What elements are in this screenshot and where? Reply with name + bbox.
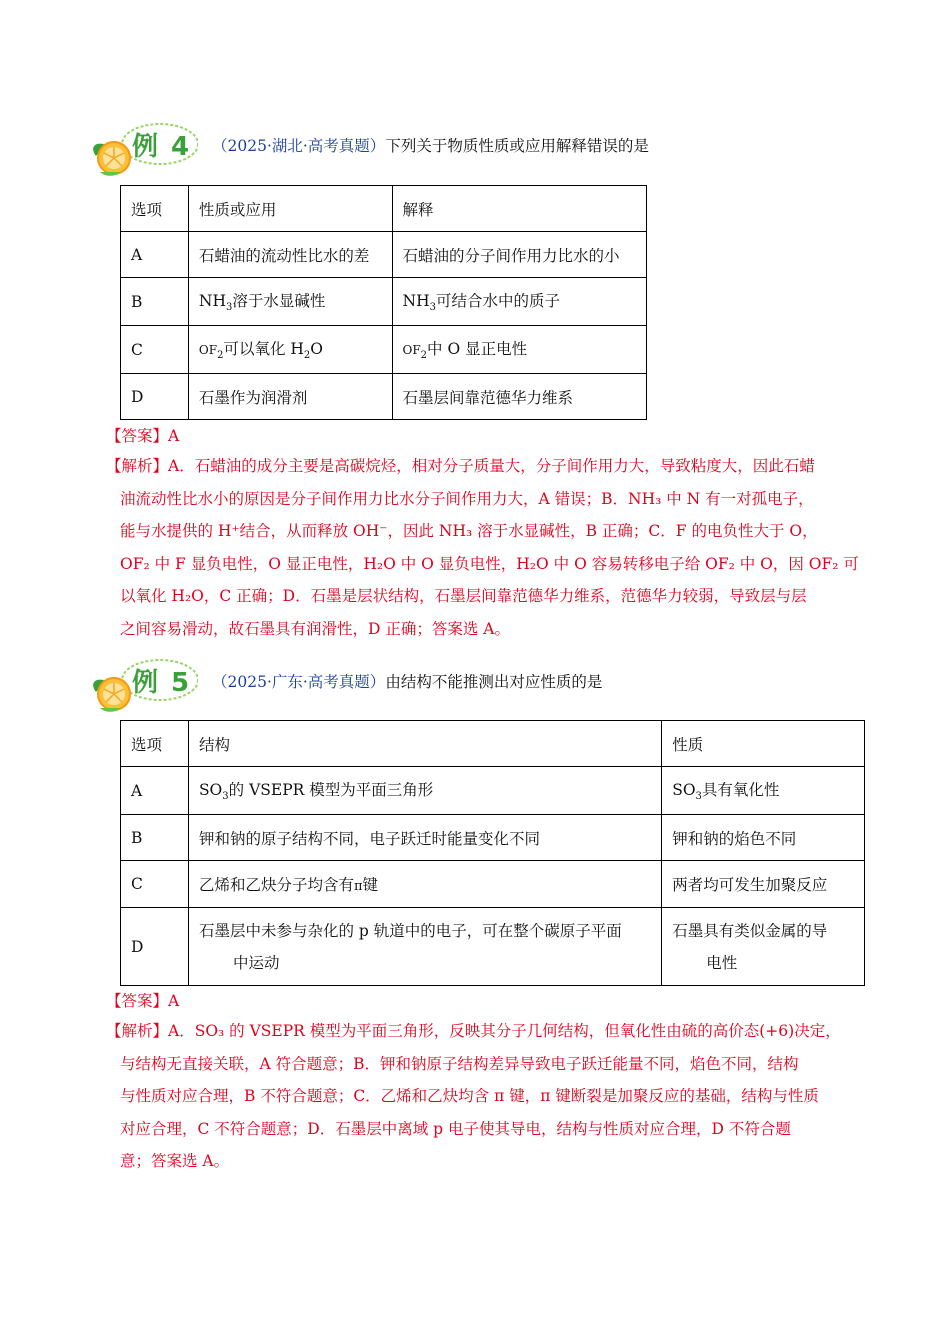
analysis-block [106, 1015, 866, 1178]
property-cell: $OF_2$可以氧化 $H_2O$ [188, 326, 392, 374]
question-text: 下列关于物质性质或应用解释错误的是 [385, 137, 649, 155]
answer-line: 【答案】A [106, 992, 180, 1010]
structure-cell: 钾和钠的原子结构不同，电子跃迁时能量变化不同 [188, 815, 661, 861]
table-row [121, 908, 865, 986]
option-cell: C [121, 861, 189, 908]
analysis-line: 与性质对应合理，B 不符合题意；C．乙烯和乙炔均含 π 键，π 键断裂是加聚反应的基础，结构与性质 [120, 1087, 819, 1105]
example-question [212, 136, 649, 156]
table-header: 选项 [121, 721, 189, 767]
table-header: 性质或应用 [188, 186, 392, 232]
example-label: 例 4 [132, 132, 192, 162]
structure-cell: 石墨层中未参与杂化的 p 轨道中的电子，可在整个碳原子平面 中运动 [188, 908, 661, 986]
explanation-cell: $OF_2$中 O 显正电性 [392, 326, 647, 374]
question-source: （2025·湖北·高考真题） [212, 137, 386, 155]
analysis-line: 意；答案选 A。 [120, 1152, 230, 1170]
property-cell: 石蜡油的流动性比水的差 [188, 232, 392, 278]
example-question [212, 672, 602, 692]
table-header: 结构 [188, 721, 661, 767]
analysis-block [106, 450, 866, 645]
analysis-line: 与结构无直接关联，A 符合题意；B．钾和钠原子结构差异导致电子跃迁能量不同，焰色不同，结构 [120, 1054, 799, 1073]
table-row [121, 767, 865, 815]
structure-cell: 乙烯和乙炔分子均含有π键 [188, 861, 661, 908]
property-cell: 钾和钠的焰色不同 [662, 815, 865, 861]
option-cell: B [121, 278, 189, 326]
analysis-line: OF₂ 中 F 显负电性，O 显正电性，H₂O 中 O 显负电性，H₂O 中 O 容易转移电子给 OF₂ 中 O，因 OF₂ 可 [120, 554, 859, 573]
answer-line: 【答案】A [106, 427, 180, 445]
analysis-label: 【解析】 [106, 1022, 169, 1040]
analysis-line: 油流动性比水小的原因是分子间作用力比水分子间作用力大，A 错误；B．NH₃ 中 N 有一对孤电子， [120, 489, 814, 508]
property-cell: $SO_3$具有氧化性 [662, 767, 865, 815]
analysis-line: 能与水提供的 H⁺结合，从而释放 OH⁻，因此 NH₃ 溶于水显碱性，B 正确；C．F 的电负性大于 O， [120, 522, 818, 540]
table-row [121, 374, 647, 420]
property-cell: 两者均可发生加聚反应 [662, 861, 865, 908]
explanation-cell: 石蜡油的分子间作用力比水的小 [392, 232, 647, 278]
property-cell: $NH_3$溶于水显碱性 [188, 278, 392, 326]
table-row [121, 815, 865, 861]
explanation-cell: $NH_3$可结合水中的质子 [392, 278, 647, 326]
property-cell: 石墨作为润滑剂 [188, 374, 392, 420]
option-cell: A [121, 232, 189, 278]
analysis-line: 之间容易滑动，故石墨具有润滑性，D 正确；答案选 A。 [120, 619, 510, 638]
property-cell: 石墨具有类似金属的导 电性 [662, 908, 865, 986]
table-header: 选项 [121, 186, 189, 232]
analysis-label: 【解析】 [106, 457, 169, 475]
table-header: 性质 [662, 721, 865, 767]
question-source: （2025·广东·高考真题） [212, 673, 386, 691]
question-table-4 [120, 185, 647, 420]
analysis-line: 对应合理，C 不符合题意；D．石墨层中离域 p 电子使其导电，结构与性质对应合理，D 不符合题 [120, 1119, 791, 1138]
question-text: 由结构不能推测出对应性质的是 [385, 673, 603, 691]
table-row [121, 278, 647, 326]
question-table-5 [120, 720, 865, 986]
option-cell: B [121, 815, 189, 861]
table-row [121, 861, 865, 908]
analysis-line: A．石蜡油的成分主要是高碳烷烃，相对分子质量大，分子间作用力大，导致粘度大，因此石蜡 [168, 457, 815, 475]
example-badge-4 [88, 118, 198, 182]
table-row [121, 232, 647, 278]
option-cell: D [121, 908, 189, 986]
option-cell: D [121, 374, 189, 420]
table-header-row [121, 721, 865, 767]
table-header-row [121, 186, 647, 232]
table-header: 解释 [392, 186, 647, 232]
example-badge-5 [88, 654, 198, 718]
analysis-line: 以氧化 H₂O，C 正确；D．石墨是层状结构，石墨层间靠范德华力维系，范德华力较弱，导致层与层 [120, 587, 807, 605]
explanation-cell: 石墨层间靠范德华力维系 [392, 374, 647, 420]
option-cell: A [121, 767, 189, 815]
table-row [121, 326, 647, 374]
structure-cell: $SO_3$的 VSEPR 模型为平面三角形 [188, 767, 661, 815]
example-label: 例 5 [132, 668, 192, 698]
analysis-line: A．SO₃ 的 VSEPR 模型为平面三角形，反映其分子几何结构，但氧化性由硫的高价态(+6)决定， [168, 1022, 841, 1040]
option-cell: C [121, 326, 189, 374]
